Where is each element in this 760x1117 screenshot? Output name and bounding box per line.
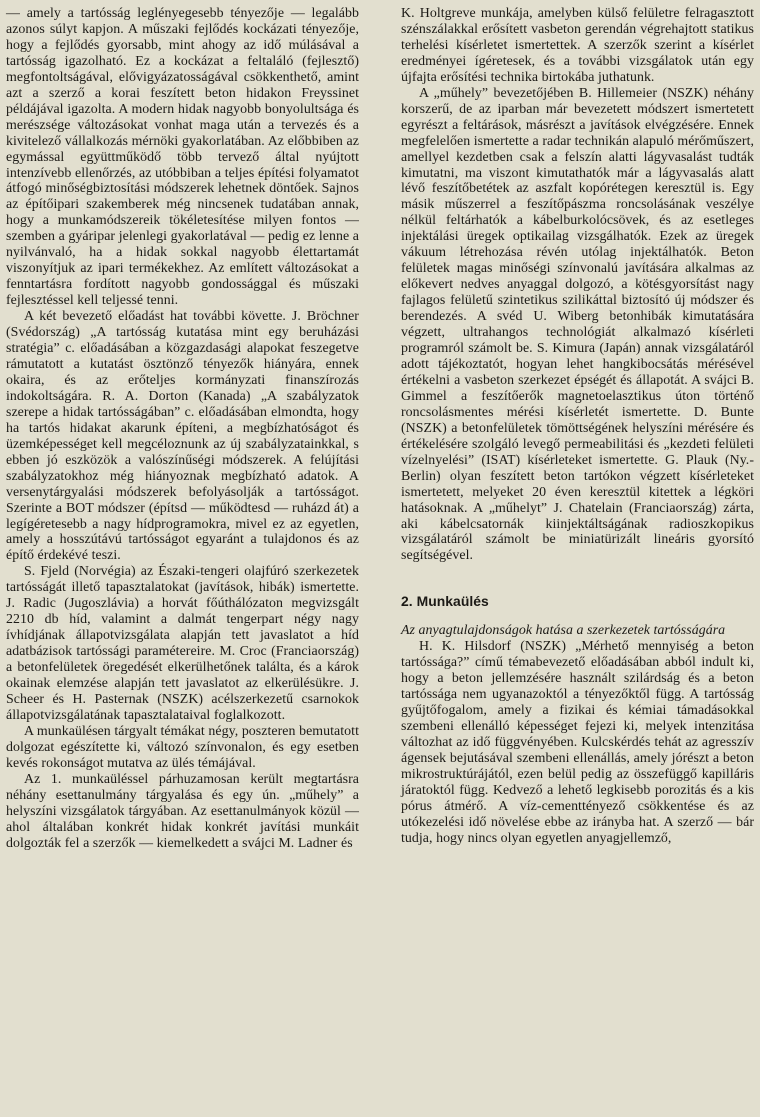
right-column (401, 6, 754, 847)
paragraph-lectures: A két bevezető előadást hat további követte. J. Bröchner (Svédország) „A tartósság kutatása mint egy beruházási stratégia” c. előadásában a közgazdasági alapokat feszegetve rámutatott a kutatást ösztönző tényezők hiányára, ennek okaira, és az erőteljes kormányzati finanszírozás indokoltságára. R. A. Dorton (Kanada) „A szabályzatok szerepe a hidak tartósságában” c. előadásában elmondta, hogy ha tartós hidakat akarunk építeni, a megbízhatóságot és üzemképességet kell megcéloznunk az új szabályzatainkkal, s ebben jó eszközök a valószínűségi módszerek. A felújítási szabályzatokhoz még hiányoznak megbízható adatok. A versenytárgyalási módszerek befolyásolják a tartósságot. Szerinte a BOT módszer (építsd — működtesd — ruházd át) a legígéretesebb a nagy hídprogramokra, mivel ez az egyetlen, amely a hosszútávú tartósságot egyaránt a tulajdonos és az építő érdekévé teszi. (6, 309, 359, 564)
paragraph-hilsdorf: H. K. Hilsdorf (NSZK) „Mérhető mennyiség a beton tartóssága?” című témabevezető előadásában abból indult ki, hogy a beton jellemzésére használt szilárdság és a beton tartóssága nem ugyanazoktól a tényezőktől függ. A tartósság gyűjtőfogalom, amely a fizikai és kémiai támadásokkal szembeni ellenálló képességet fejezi ki, melyek intenzitása változhat az idő függvényében. Kulcskérdés tehát az agresszív ágensek bejutásával szembeni ellenállás, amely jórészt a beton mikrostruktúrájától, ezen belül pedig az összefüggő kapilláris járatoktól függ. Kedvező a lehető legkisebb porozitás és a kis pórus átmérő. A víz-cementtényező csökkentése és az utókezelési idő növelése ebbe az irányba hat. A szerző — bár tudja, hogy nincs olyan egyetlen anyagjellemző, (401, 639, 754, 846)
paragraph-continuation: — amely a tartósság leglényegesebb tényezője — legalább azonos súlyt kapjon. A műszaki fejlődés kockázati tényezője, hogy a fejlődés gyorsabb, mint ahogy az idő múlásával a tartósság igazolható. Ez a kockázat a feltaláló (fejlesztő) megfontoltságával, elővigyázatosságával csökkenthető, amint azt a szerző a korai feszített beton hidakon Freyssinet példájával igazolta. A modern hidak nagyobb bonyolultsága és merészsége változásokat vonhat maga után a tervezés és a kivitelező vállalkozás mérnöki gyakorlatában. Az előbbiben az egymással együttműködő több tervező által nyújtott intenzívebb ellenőrzés, az utóbbiban a teljes építési folyamatot átfogó minőségbiztosítási módszerek lehetnek döntőek. Sajnos az építőipari szakemberek még nincsenek tudatában annak, hogy a munkamódszereik tökéletesítése milyen fontos — szemben a gyáripar jelenlegi gyakorlatával — pedig ez lenne a nyilvánvaló, ha a hidak sokkal nagyobb élettartamát viszonyítjuk az ipari termékekhez. Az említett változásokat a fenntartásra fordított nagyobb gondossággal és műszaki fejlesztéssel kell teljessé tenni. (6, 6, 359, 309)
paragraph-fjeld: S. Fjeld (Norvégia) az Északi-tengeri olajfúró szerkezetek tartósságát illető tapasztalatokat (javítások, hibák) ismertette. J. Radic (Jugoszlávia) a horvát főúthálózaton megvizsgált 2210 db híd, valamint a dalmát tengerpart négy nagy ívhídjának állapotvizsgálata alapján tett javaslatot a híd adatbázisok tartóssági paramétereire. M. Croc (Franciaország) a betonfelületek öregedését elkerülhetőnek találta, és a károk okainak elemzése alapján tett javaslatot az elkerülésükre. J. Scheer és H. Pasternak (NSZK) acélszerkezetű csarnokok állapotvizsgálatának tapasztalataival foglalkozott. (6, 564, 359, 723)
paragraph-posters: A munkaülésen tárgyalt témákat négy, poszteren bemutatott dolgozat egészítette ki, változó színvonalon, és egy esetben kevés rokonságot mutatva az ülés témájával. (6, 723, 359, 771)
left-column (6, 6, 359, 852)
section-subtitle: Az anyagtulajdonságok hatása a szerkezetek tartósságára (401, 623, 726, 639)
paragraph-case-studies: Az 1. munkaüléssel párhuzamosan került megtartásra néhány esettanulmány tárgyalása és egy ún. „műhely” a helyszíni vizsgálatok tárgyában. Az esettanulmányok közül — ahol általában konkrét hidak konkrét javítási munkáit dolgozták fel a szerzők — kiemelkedett a svájci M. Ladner és (6, 771, 359, 851)
paragraph-holtgreve: K. Holtgreve munkája, amelyben külső felületre felragasztott szénszálakkal erősített vasbeton gerendán végrehajtott statikus terhelési kísérletet ismertettek. A szerzők szerint a kísérlet eredményei ígéretesek, és a további vizsgálatok után egy újfajta erősítési technika birtokába juthatunk. (401, 6, 754, 85)
paragraph-workshop: A „műhely” bevezetőjében B. Hillemeier (NSZK) néhány korszerű, de az iparban már bevezetett módszert ismertetett egyrészt a feltárások, másrészt a javítások elvégzésére. Ennek megfelelően ismertette a radar technikán alapuló mérőműszert, amellyel kezdetben csak a felszín alatti lágyvasalást tudták kimutatni, ma viszont kimutathatók már a lágyvasalás alatt lévő feszítőbetétek az aszfalt kopórétegen keresztül is. Egy másik műszerrel a feszítőpászma roncsolásának veszélye nélkül feltárhatók a kábelburkolócsövek, és az esetleges injektálási üregek optikailag vizsgálhatók. Ezek az üregek vákuum létrehozása révén utólag injektálhatók. Beton felületek magas minőségi színvonalú javítására alkalmas az előkevert nedves anyaggal dolgozó, a kötésgyorsítást nagy fajlagos felületű szintetikus szilikáttal biztosító új módszer és berendezés. A svéd U. Wiberg betonhibák kimutatására végzett, ultrahangos technológiát alkalmazó kísérleti programról számolt be. S. Kimura (Japán) annak vizsgálatáról adott tájékoztatót, hogyan lehet hangkibocsátás mérésével értékelni a vasbeton szerkezet épségét és állapotát. A svájci B. Gimmel a feszítőerők magnetoelasztikus úton történő roncsolásmentes mérési kísérletét ismertette. D. Bunte (NSZK) a betonfelületek tömöttségének helyszíni mérésére és értékelésére szolgáló levegő permeabilitási és „kezdeti felületi vízelnyelési” (ISAT) kísérleteket ismertette. G. Plauk (Ny.-Berlin) olyan feszített beton tartókon végzett kísérleteket ismertetett, melyeket 20 éven keresztül kitettek a légköri hatásoknak. A „műhelyt” J. Chatelain (Franciaország) zárta, aki kábelcsatornák kiinjektáltságának radioszkopikus vizsgálatáról számolt be miniatürizált lineáris gyorsító segítségével. (401, 85, 754, 564)
section-heading: 2. Munkaülés (401, 593, 489, 610)
